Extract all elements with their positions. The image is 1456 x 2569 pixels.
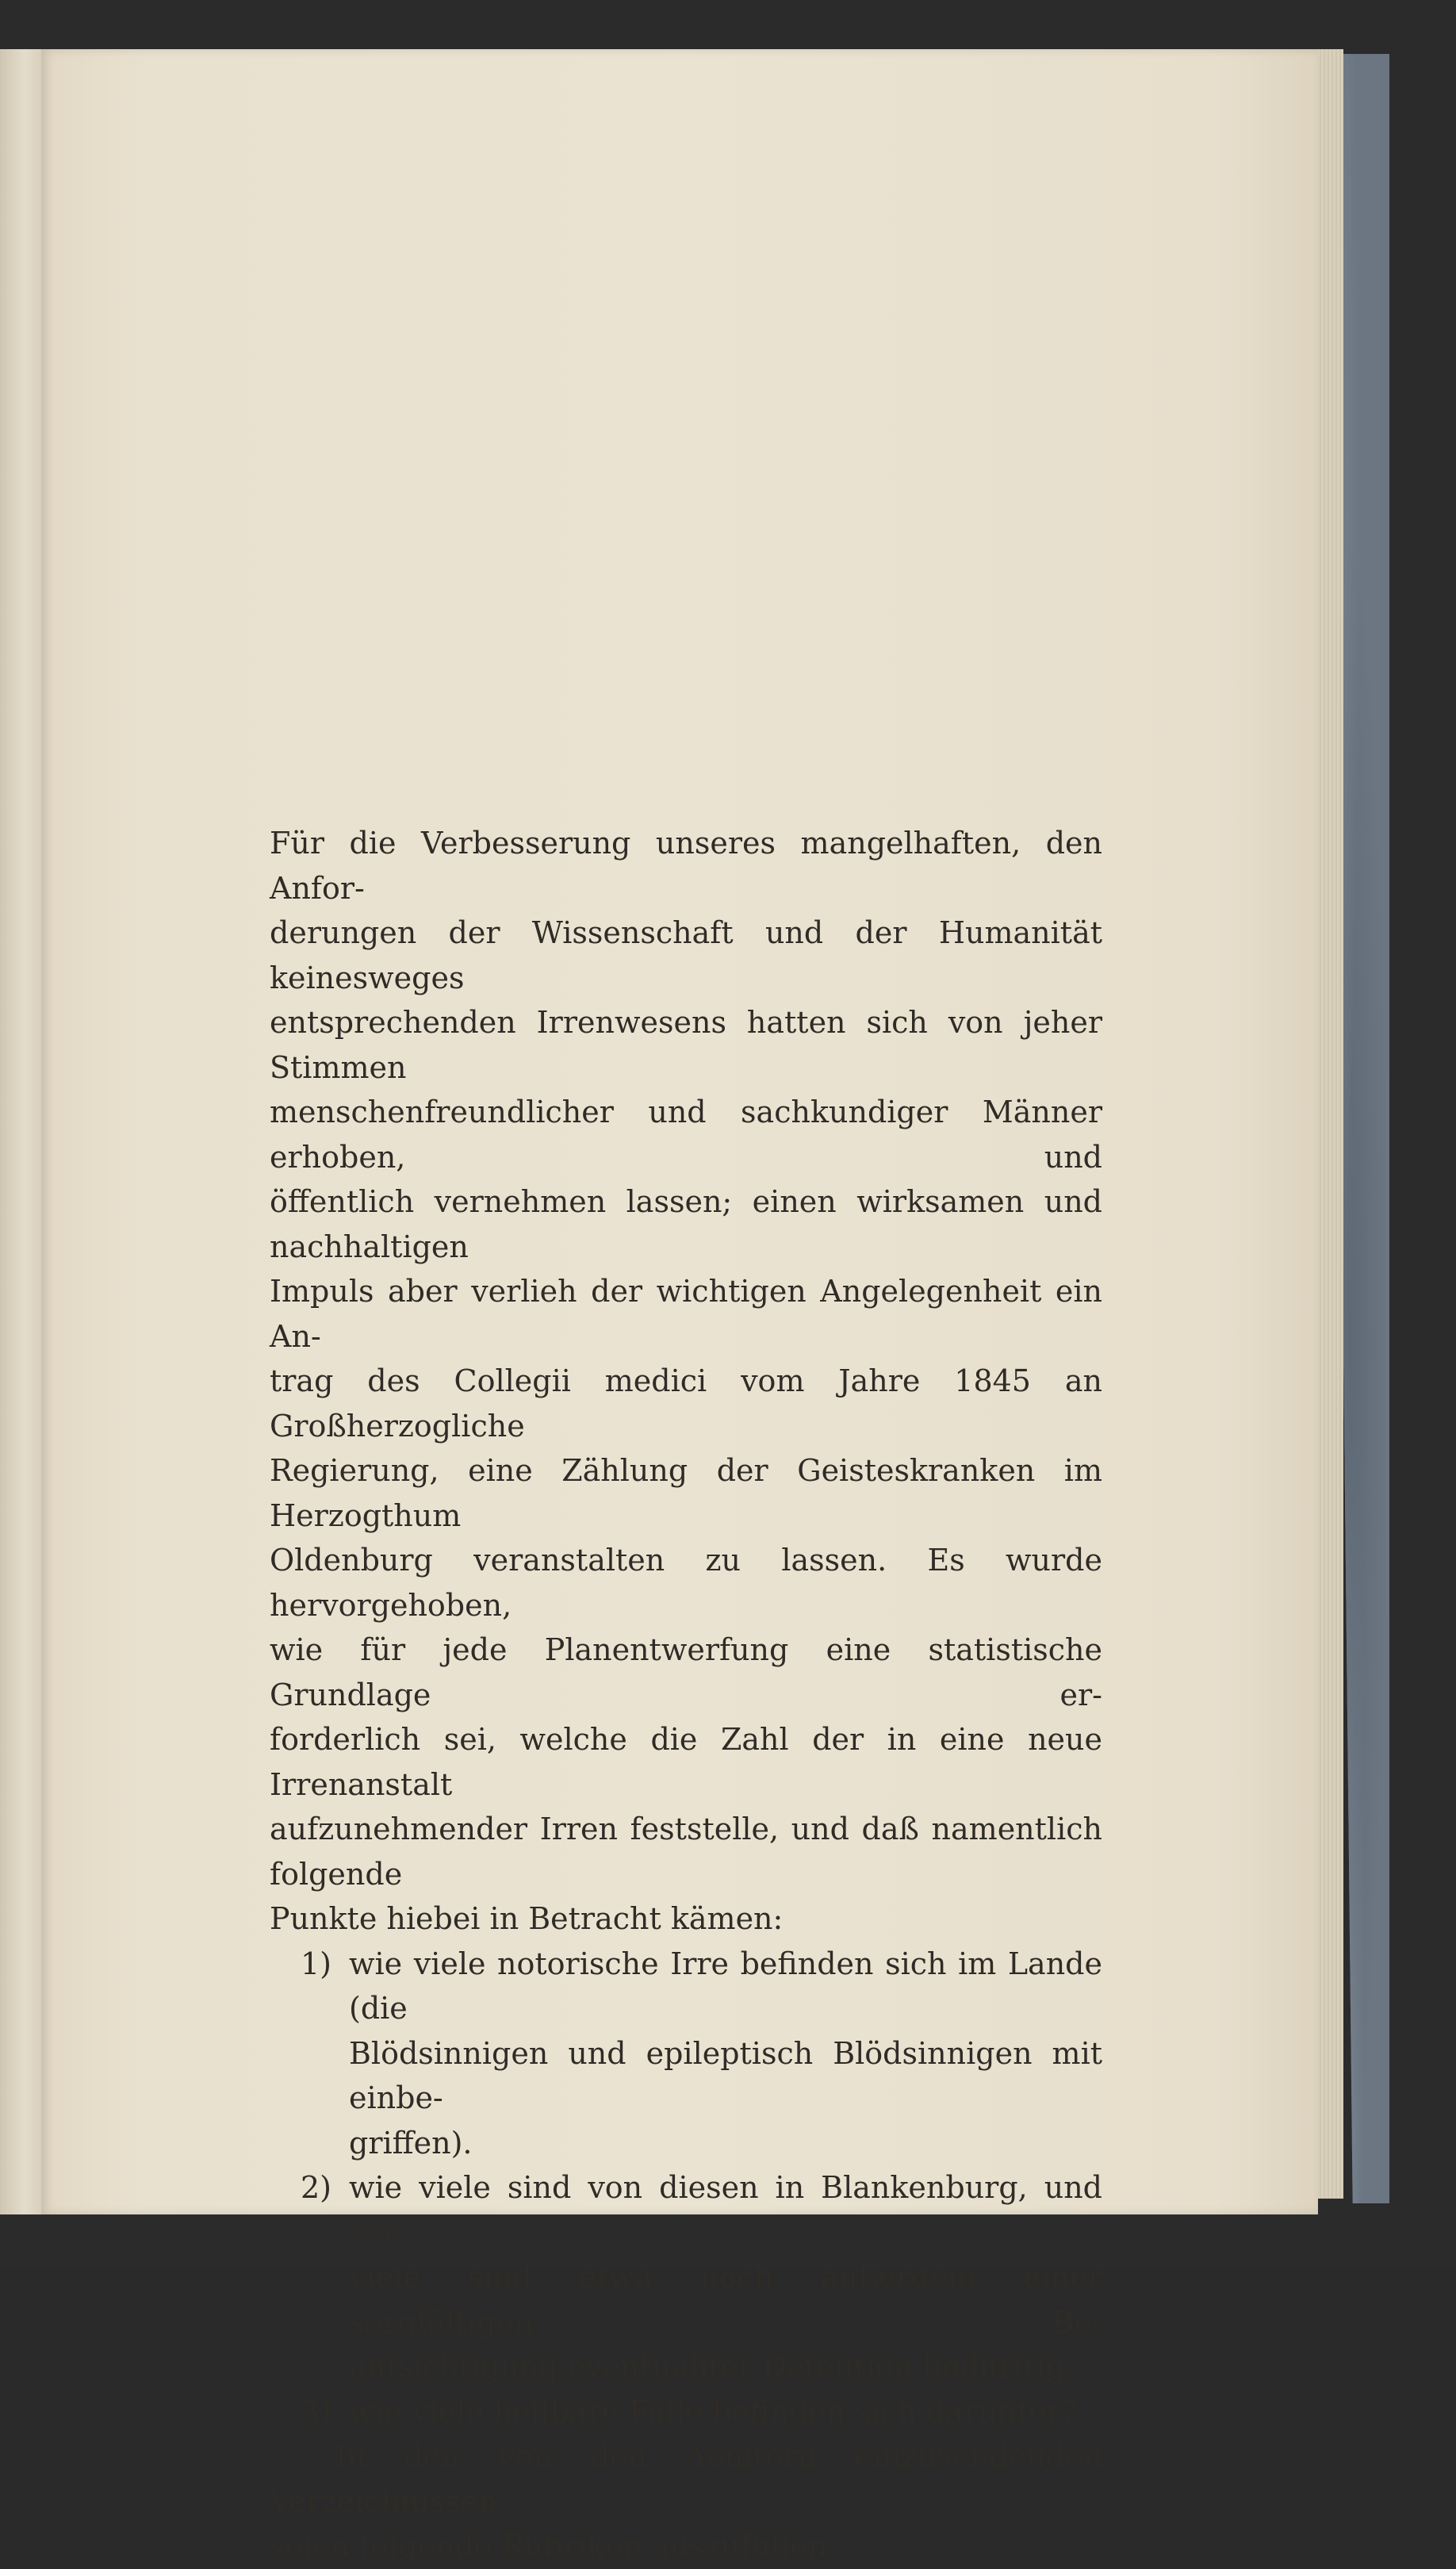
text-line: Regierung, eine Zählung der Geisteskranken im Herzogthum <box>270 1453 1102 1533</box>
list-item <box>270 2390 1102 2435</box>
closing-paragraph <box>270 2434 1102 2569</box>
text-line: Punkte hiebei in Betracht kämen: <box>270 1901 784 1936</box>
page-text <box>270 821 1102 2569</box>
text-line: aufsichtigung eventualiter Detention bedürftig, <box>349 2349 1075 2384</box>
text-line: griffen). <box>349 2125 473 2161</box>
text-line: entsprechenden Irrenwesens hatten sich von jeher Stimmen <box>270 1005 1102 1085</box>
page-stack-edge <box>1318 49 1343 2199</box>
list-number: 2) <box>300 2170 331 2205</box>
left-page-edge <box>0 49 43 2214</box>
text-line: trag des Collegii medici vom Jahre 1845 an Großherzogliche <box>270 1363 1102 1444</box>
text-line: wie viele sind von diesen in Blankenburg, und wie <box>349 2170 1102 2250</box>
list-item-text <box>349 2165 1102 2390</box>
text-line: wie für jede Planentwerfung eine statistische Grundlage er- <box>270 1632 1102 1712</box>
intro-paragraph <box>270 821 1102 1942</box>
list-number: 3) <box>300 2394 331 2429</box>
list-item-text <box>349 1942 1102 2166</box>
list-item <box>270 1942 1102 2166</box>
text-line: aufzunehmender Irren feststelle, und daß namentlich folgende <box>270 1812 1102 1892</box>
text-line: öffentlich vernehmen lassen; einen wirksamen und nachhaltigen <box>270 1184 1102 1264</box>
text-line: Oldenburg veranstalten zu lassen. Es wurde hervorgehoben, <box>270 1543 1102 1623</box>
text-line: Für die Verbesserung unseres mangelhaften, den Anfor- <box>270 826 1102 906</box>
text-line: wie viele notorische Irre befinden sich im Lande (die <box>349 1946 1102 2026</box>
text-line: forderlich sei, welche die Zahl der in eine neue Irrenanstalt <box>270 1722 1102 1802</box>
text-line: derungen der Wissenschaft und der Humanität keinesweges <box>270 915 1102 995</box>
text-line: seien folgende Rubriken auszufüllen: <box>270 2529 837 2563</box>
text-line: menschenfreundlicher und sachkundiger Männer erhoben, und <box>270 1095 1102 1175</box>
text-line: wie viele heilbare Fälle befinden sich darunter? <box>349 2394 1078 2429</box>
text-line: viele sind etwa noch außerdem einer sorgfältigen Be- <box>349 2260 1102 2340</box>
list-item <box>270 2165 1102 2390</box>
list-item-text <box>349 2390 1102 2435</box>
text-line: Impuls aber verlieh der wichtigen Angelegenheit ein An- <box>270 1274 1102 1354</box>
text-line: Blödsinnigen und epileptisch Blödsinnigen mit einbe- <box>349 2035 1102 2115</box>
text-line: In den von den Aemtern einzusendenden Verzeichnissen <box>270 2439 1102 2519</box>
list-number: 1) <box>300 1946 331 1981</box>
